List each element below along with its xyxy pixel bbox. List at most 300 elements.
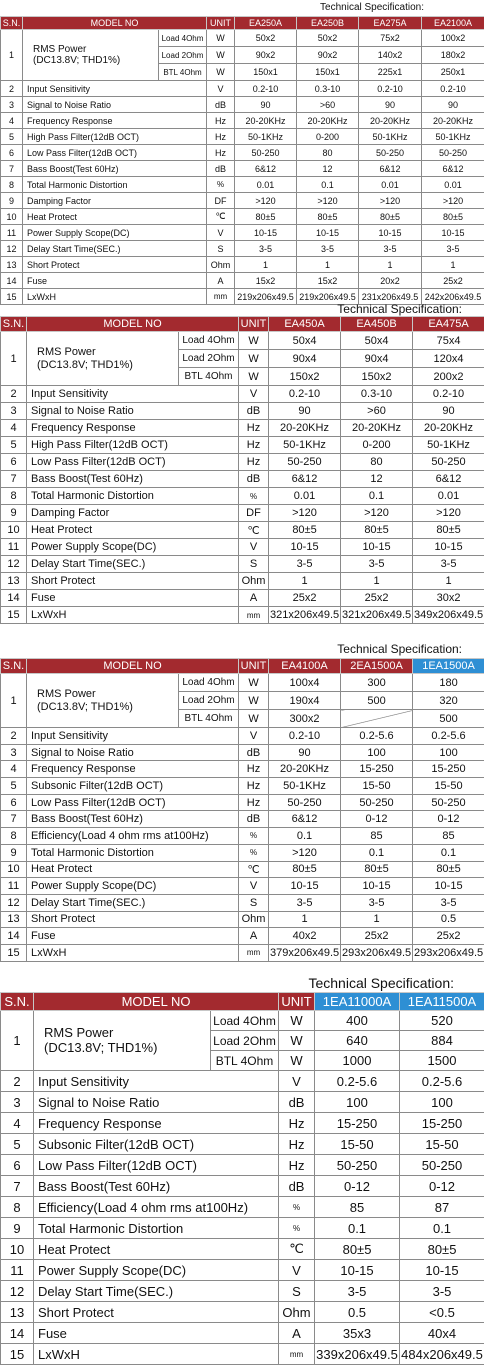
spec-table-2 [0,316,484,624]
spec-row [1,403,484,420]
row-sn: 3 [1,403,27,420]
value-cell: >120 [235,193,297,209]
load-label: BTL 4Ohm [211,1051,279,1071]
row-sn: 5 [1,1134,34,1155]
row-sn: 4 [1,420,27,437]
spec-row [1,1260,484,1281]
value-cell: 6&12 [359,161,422,177]
value-cell: 0-12 [413,811,484,828]
value-cell: 0.1 [297,177,359,193]
param-label: Short Protect [27,911,239,928]
spec-rows [1,81,484,305]
unit-cell: % [279,1197,315,1218]
param-label: Low Pass Filter(12dB OCT) [23,145,207,161]
param-label: High Pass Filter(12dB OCT) [27,437,239,454]
value-cell: 85 [413,828,484,845]
value-cell: 85 [341,828,413,845]
model-header-highlighted: 1EA11500A [400,993,484,1011]
spec-row [1,386,484,403]
value-cell: 15x2 [297,273,359,289]
row-sn: 5 [1,778,27,795]
unit-cell: W [279,1051,315,1071]
value-cell: 90x2 [235,47,297,64]
rms-label-line2: (DC13.8V; THD1%) [44,1040,157,1055]
spec-title: Technical Specification: [0,0,484,16]
param-label: Delay Start Time(SEC.) [27,894,239,911]
param-label: Signal to Noise Ratio [27,744,239,761]
value-cell: 90x4 [341,350,413,368]
param-label: Delay Start Time(SEC.) [23,241,207,257]
value-cell: 80±5 [315,1239,400,1260]
spec-row [1,844,484,861]
unit-cell: mm [207,289,235,305]
unit-cell: Ohm [239,573,269,590]
header-model-no: MODEL NO [23,17,207,30]
param-label: Total Harmonic Distortion [34,1218,279,1239]
param-label: LxWxH [34,1344,279,1365]
unit-cell: V [279,1071,315,1092]
value-cell: 50-250 [413,794,484,811]
value-cell: 3-5 [341,894,413,911]
value-cell: 100 [341,744,413,761]
load-label: Load 4Ohm [211,1011,279,1031]
value-cell: 379x206x49.5 [269,944,341,961]
row-sn: 12 [1,241,23,257]
row-sn: 11 [1,1260,34,1281]
spec-row [1,257,484,273]
spec-row [1,1323,484,1344]
value-cell: 0-12 [400,1176,484,1197]
unit-cell: V [207,225,235,241]
unit-cell: % [239,828,269,845]
value-cell: 80±5 [235,209,297,225]
param-label: Frequency Response [23,113,207,129]
param-label: Short Protect [34,1302,279,1323]
spec-row [1,225,484,241]
value-cell: 190x4 [269,692,341,710]
value-cell: >60 [297,97,359,113]
header-row [1,317,484,332]
value-cell: 0.2-10 [269,728,341,745]
unit-cell: V [279,1260,315,1281]
value-cell: 3-5 [413,556,484,573]
value-cell: 400 [315,1011,400,1031]
unit-cell: ℃ [279,1239,315,1260]
load-label: Load 4Ohm [159,30,207,47]
row-sn: 3 [1,1092,34,1113]
param-label: Power Supply Scope(DC) [27,878,239,895]
unit-cell: S [239,894,269,911]
spec-row [1,1092,484,1113]
model-header: EA450A [269,317,341,332]
value-cell: 50-250 [422,145,484,161]
load-label: Load 4Ohm [179,674,239,692]
header-sn: S.N. [1,17,23,30]
row-sn: 7 [1,471,27,488]
row-sn: 13 [1,911,27,928]
row-sn: 10 [1,522,27,539]
spec-block-4 [0,974,484,1365]
value-cell: 40x4 [400,1323,484,1344]
model-header: EA450B [341,317,413,332]
param-label: LxWxH [27,944,239,961]
value-cell: 80 [297,145,359,161]
value-cell: 6&12 [269,471,341,488]
unit-cell: % [239,488,269,505]
value-cell: 50-1KHz [359,129,422,145]
header-row [1,659,484,674]
unit-cell: Hz [239,761,269,778]
value-cell: 1 [422,257,484,273]
row-sn: 8 [1,1197,34,1218]
value-cell: 3-5 [315,1281,400,1302]
value-cell: >60 [341,403,413,420]
unit-cell: dB [279,1092,315,1113]
param-label: Delay Start Time(SEC.) [27,556,239,573]
value-cell: 3-5 [341,556,413,573]
value-cell: 75x4 [413,332,484,350]
value-cell: 100 [413,744,484,761]
value-cell: 15-250 [341,761,413,778]
value-cell: 12 [341,471,413,488]
value-cell: >120 [413,505,484,522]
rms-label-line1: RMS Power [37,688,96,700]
row-sn: 14 [1,1323,34,1344]
value-cell: 50x2 [297,30,359,47]
header-model-no: MODEL NO [34,993,279,1011]
value-cell: 25x2 [413,928,484,945]
value-cell: 90 [413,403,484,420]
value-cell: 10-15 [341,878,413,895]
rms-row [1,674,484,692]
param-label: LxWxH [23,289,207,305]
value-cell: 6&12 [413,471,484,488]
value-cell: 50-250 [413,454,484,471]
load-label: Load 2Ohm [211,1031,279,1051]
row-sn: 7 [1,811,27,828]
param-label: Frequency Response [27,420,239,437]
unit-cell: ℃ [239,861,269,878]
unit-cell: A [279,1323,315,1344]
param-label: Input Sensitivity [34,1071,279,1092]
spec-row [1,590,484,607]
header-row [1,17,484,30]
value-cell: 520 [400,1011,484,1031]
value-cell: 6&12 [269,811,341,828]
value-cell: 80±5 [359,209,422,225]
value-cell: 20-20KHz [341,420,413,437]
unit-cell: A [207,273,235,289]
spec-row [1,556,484,573]
rms-power-label [27,332,179,386]
spec-row [1,928,484,945]
row-sn: 9 [1,1218,34,1239]
unit-cell: W [279,1011,315,1031]
header-unit: UNIT [207,17,235,30]
load-label: Load 2Ohm [159,47,207,64]
spec-table-1 [0,16,484,305]
spec-row [1,193,484,209]
unit-cell: DF [207,193,235,209]
value-cell: 200x2 [413,368,484,386]
spec-row [1,1134,484,1155]
value-cell: 0.2-10 [413,386,484,403]
spec-row [1,161,484,177]
row-sn: 1 [1,674,27,728]
row-sn: 14 [1,590,27,607]
row-sn: 1 [1,30,23,81]
value-cell: 15-50 [400,1134,484,1155]
value-cell: 1 [269,573,341,590]
unit-cell: ℃ [239,522,269,539]
unit-cell: S [279,1281,315,1302]
row-sn: 12 [1,894,27,911]
row-sn: 11 [1,225,23,241]
value-cell: 321x206x49.5 [341,607,413,624]
value-cell: 0.2-10 [269,386,341,403]
param-label: Fuse [27,928,239,945]
unit-cell: Hz [279,1134,315,1155]
spec-row [1,209,484,225]
value-cell: 3-5 [235,241,297,257]
value-cell: >120 [341,505,413,522]
param-label: Signal to Noise Ratio [34,1092,279,1113]
param-label: Frequency Response [27,761,239,778]
value-cell: 150x1 [297,64,359,81]
param-label: High Pass Filter(12dB OCT) [23,129,207,145]
unit-cell: mm [279,1344,315,1365]
value-cell: 80±5 [297,209,359,225]
value-cell: 15-50 [341,778,413,795]
value-cell: 20-20KHz [269,761,341,778]
row-sn: 13 [1,257,23,273]
spec-row [1,1344,484,1365]
spec-row [1,761,484,778]
value-cell: 0.2-10 [422,81,484,97]
unit-cell: Hz [207,145,235,161]
spec-rows [1,1071,484,1365]
value-cell: 15x2 [235,273,297,289]
row-sn: 3 [1,97,23,113]
row-sn: 15 [1,944,27,961]
value-cell: 0.2-10 [359,81,422,97]
value-cell: 242x206x49.5 [422,289,484,305]
unit-cell: % [207,177,235,193]
spec-row [1,1155,484,1176]
spec-row [1,878,484,895]
value-cell: 6&12 [422,161,484,177]
value-cell: 150x2 [269,368,341,386]
value-cell: 50-1KHz [235,129,297,145]
spec-row [1,944,484,961]
value-cell: 50-1KHz [422,129,484,145]
param-label: Input Sensitivity [27,386,239,403]
value-cell: 0.01 [422,177,484,193]
unit-cell: Hz [207,113,235,129]
param-label: Total Harmonic Distortion [27,844,239,861]
header-model-no: MODEL NO [27,659,239,674]
value-cell: 90 [422,97,484,113]
row-sn: 10 [1,861,27,878]
row-sn: 7 [1,161,23,177]
value-cell: 50-250 [269,794,341,811]
rms-row [1,30,484,47]
row-sn: 6 [1,1155,34,1176]
value-cell: 1 [341,911,413,928]
model-header: EA250B [297,17,359,30]
rms-power-label [34,1011,211,1071]
value-cell: 0-12 [315,1176,400,1197]
unit-cell: dB [239,403,269,420]
spec-row [1,129,484,145]
row-sn: 1 [1,332,27,386]
value-cell: >120 [422,193,484,209]
value-cell: 321x206x49.5 [269,607,341,624]
rms-power-label [23,30,159,81]
value-cell: 0.1 [400,1218,484,1239]
value-cell: 10-15 [341,539,413,556]
header-sn: S.N. [1,993,34,1011]
value-cell: 100x4 [269,674,341,692]
row-sn: 3 [1,744,27,761]
spec-row [1,1239,484,1260]
unit-cell: Ohm [239,911,269,928]
value-cell: 0.2-5.6 [315,1071,400,1092]
header-row [1,993,484,1011]
value-cell: 300 [341,674,413,692]
unit-cell: W [239,692,269,710]
value-cell: 150x2 [341,368,413,386]
value-cell: 90 [269,403,341,420]
spec-row [1,1281,484,1302]
param-label: Subsonic Filter(12dB OCT) [34,1134,279,1155]
value-cell: 0.2-10 [235,81,297,97]
spec-table-4 [0,992,484,1365]
param-label: Bass Boost(Test 60Hz) [27,811,239,828]
value-cell: 3-5 [422,241,484,257]
param-label: Damping Factor [27,505,239,522]
model-header: EA475A [413,317,484,332]
value-cell: 80±5 [269,522,341,539]
value-cell: 50-250 [341,794,413,811]
row-sn: 8 [1,828,27,845]
param-label: Low Pass Filter(12dB OCT) [27,794,239,811]
value-cell: >120 [359,193,422,209]
unit-cell: Hz [239,437,269,454]
value-cell: 250x1 [422,64,484,81]
param-label: Fuse [23,273,207,289]
param-label: Short Protect [23,257,207,273]
value-cell: 10-15 [297,225,359,241]
model-header-highlighted: 1EA1500A [413,659,484,674]
value-cell: 10-15 [359,225,422,241]
unit-cell: dB [207,161,235,177]
spec-row [1,471,484,488]
value-cell: 3-5 [269,894,341,911]
value-cell: 0-200 [341,437,413,454]
row-sn: 15 [1,1344,34,1365]
header-sn: S.N. [1,317,27,332]
rms-label-line1: RMS Power [44,1025,113,1040]
value-cell: 300x2 [269,710,341,728]
model-header: EA4100A [269,659,341,674]
row-sn: 13 [1,1302,34,1323]
row-sn: 4 [1,1113,34,1134]
rms-label-line1: RMS Power [37,346,96,358]
spec-block-2 [0,302,484,624]
unit-cell: dB [239,471,269,488]
value-cell: 15-50 [413,778,484,795]
value-cell: 20-20KHz [297,113,359,129]
value-cell: 0.3-10 [341,386,413,403]
value-cell: 500 [413,710,484,728]
value-cell: 3-5 [269,556,341,573]
spec-row [1,522,484,539]
value-cell: 0.01 [235,177,297,193]
unit-cell: A [239,928,269,945]
param-label: Damping Factor [23,193,207,209]
value-cell: 75x2 [359,30,422,47]
header-unit: UNIT [239,317,269,332]
value-cell: 40x2 [269,928,341,945]
spec-row [1,811,484,828]
value-cell: 50-1KHz [269,778,341,795]
value-cell: 6&12 [235,161,297,177]
value-cell: 10-15 [235,225,297,241]
value-cell: 349x206x49.5 [413,607,484,624]
param-label: Bass Boost(Test 60Hz) [23,161,207,177]
unit-cell: W [239,674,269,692]
row-sn: 6 [1,794,27,811]
load-label: BTL 4Ohm [179,710,239,728]
param-label: Bass Boost(Test 60Hz) [27,471,239,488]
value-cell: 50x4 [269,332,341,350]
rms-label-line1: RMS Power [33,44,86,55]
param-label: Heat Protect [23,209,207,225]
unit-cell: W [239,332,269,350]
value-cell: 1 [413,573,484,590]
row-sn: 8 [1,488,27,505]
value-cell: <0.5 [400,1302,484,1323]
value-cell: 80±5 [400,1239,484,1260]
value-cell: 20-20KHz [235,113,297,129]
value-cell: 0.1 [341,488,413,505]
unit-cell: V [207,81,235,97]
spec-row [1,744,484,761]
value-cell: 3-5 [297,241,359,257]
value-cell: 0.01 [269,488,341,505]
value-cell: 500 [341,692,413,710]
unit-cell: V [239,539,269,556]
row-sn: 9 [1,193,23,209]
unit-cell: Ohm [207,257,235,273]
unit-cell: Hz [239,454,269,471]
value-cell: 140x2 [359,47,422,64]
row-sn: 14 [1,928,27,945]
row-sn: 6 [1,454,27,471]
value-cell: 85 [315,1197,400,1218]
model-header: EA275A [359,17,422,30]
rms-label-line2: (DC13.8V; THD1%) [37,701,133,713]
row-sn: 4 [1,761,27,778]
spec-row [1,1113,484,1134]
spec-row [1,728,484,745]
value-cell: 0-200 [297,129,359,145]
spec-row [1,437,484,454]
value-cell: 80±5 [341,861,413,878]
value-cell: 640 [315,1031,400,1051]
value-cell: 3-5 [413,894,484,911]
